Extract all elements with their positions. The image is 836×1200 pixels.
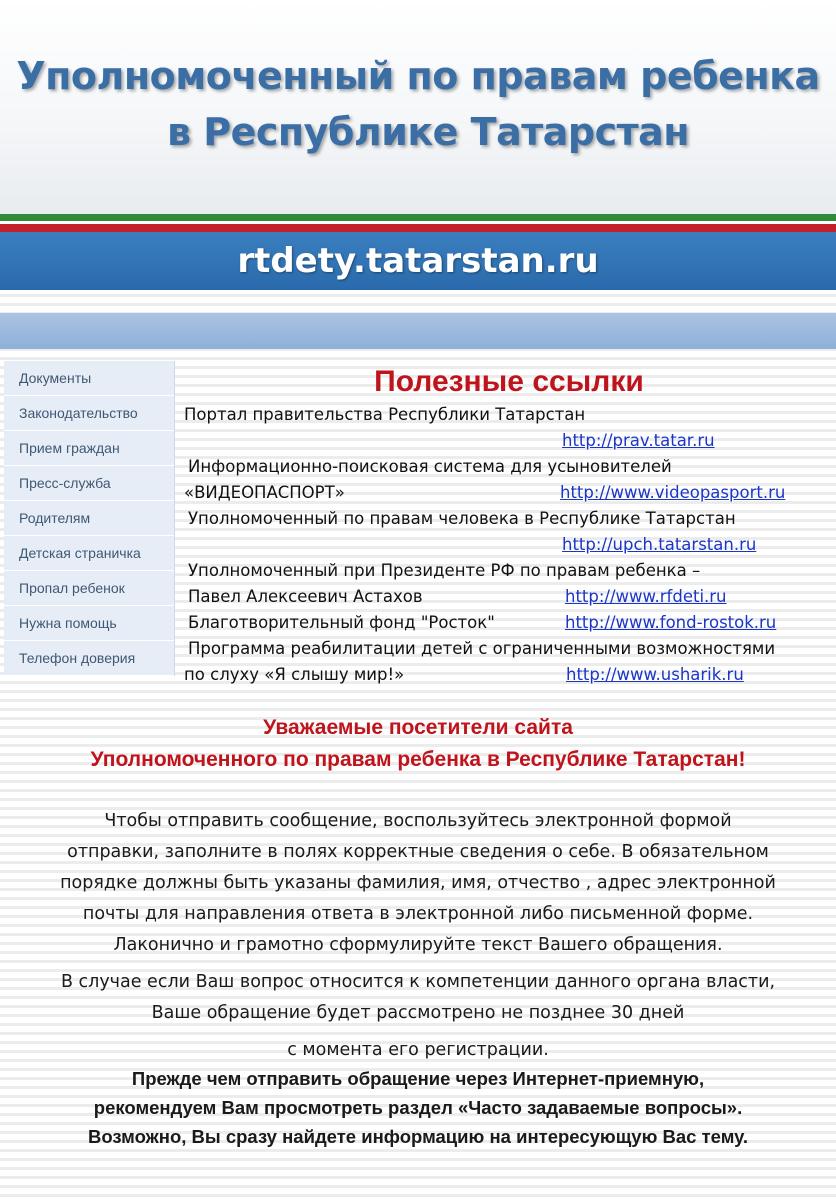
red-stripe: [0, 224, 836, 232]
title-line-1: Уполномоченный по правам ребенка: [16, 54, 820, 98]
paragraph-line: В случае если Ваш вопрос относится к компетенции данного органа власти,: [60, 972, 776, 992]
sidebar-item-need-help[interactable]: Нужна помощь: [4, 606, 174, 641]
section-title: Полезные ссылки: [374, 365, 644, 398]
title-line-2: в Республике Татарстан: [166, 110, 690, 154]
link-item: [184, 558, 824, 584]
link-description: Уполномоченный при Президенте РФ по правам ребенка –: [188, 561, 701, 580]
paragraph-line: рекомендуем Вам просмотреть раздел «Часто задаваемые вопросы».: [93, 1097, 743, 1118]
link-item: [184, 636, 824, 662]
link-item: [184, 402, 824, 428]
link-description: по слуху «Я слышу мир!»: [184, 665, 405, 684]
sidebar-item-documents[interactable]: Документы: [4, 361, 174, 396]
paragraph-line: Возможно, Вы сразу найдете информацию на интересующую Вас тему.: [88, 1126, 748, 1147]
instructions-text: [10, 806, 826, 1066]
link-url[interactable]: http://www.videopasport.ru: [560, 483, 786, 502]
site-url-banner: rtdety.tatarstan.ru: [0, 232, 836, 290]
link-url[interactable]: http://upch.tatarstan.ru: [562, 535, 757, 554]
useful-links-section: [184, 362, 824, 688]
link-description: Уполномоченный по правам человека в Республике Татарстан: [188, 509, 736, 528]
sidebar-item-missing-child[interactable]: Пропал ребенок: [4, 571, 174, 606]
link-item: [184, 662, 824, 688]
visitor-greeting: [0, 712, 836, 776]
link-description: Павел Алексеевич Астахов: [188, 587, 423, 606]
sidebar-item-legislation[interactable]: Законодательство: [4, 396, 174, 431]
link-item: [184, 428, 824, 454]
sidebar-item-reception[interactable]: Прием граждан: [4, 431, 174, 466]
sidebar-item-parents[interactable]: Родителям: [4, 501, 174, 536]
link-description: Программа реабилитации детей с ограниченными возможностями: [188, 639, 776, 658]
link-description: Портал правительства Республики Татарстан: [184, 405, 586, 424]
paragraph-line: Лаконично и грамотно сформулируйте текст Вашего обращения.: [113, 935, 723, 955]
link-description: «ВИДЕОПАСПОРТ»: [184, 483, 345, 502]
link-item: [184, 506, 824, 532]
link-item: [184, 480, 824, 506]
link-description: Благотворительный фонд "Росток": [188, 613, 495, 632]
sidebar-item-kids-page[interactable]: Детская страничка: [4, 536, 174, 571]
paragraph-line: Ваше обращение будет рассмотрено не позднее 30 дней: [151, 1003, 685, 1023]
link-url[interactable]: http://prav.tatar.ru: [562, 431, 715, 450]
paragraph-line: Чтобы отправить сообщение, воспользуйтесь электронной формой: [104, 811, 732, 831]
page-title: [0, 48, 836, 160]
nav-bar: [0, 313, 836, 349]
paragraph-line: с момента его регистрации.: [287, 1040, 549, 1060]
link-url[interactable]: http://www.fond-rostok.ru: [565, 613, 777, 632]
sidebar: [4, 361, 175, 676]
header: [0, 0, 836, 214]
link-item: [184, 584, 824, 610]
sidebar-item-hotline[interactable]: Телефон доверия: [4, 641, 174, 676]
faq-recommendation: [10, 1064, 826, 1151]
link-item: [184, 532, 824, 558]
greeting-line-1: Уважаемые посетители сайта: [263, 716, 573, 739]
sidebar-item-press[interactable]: Пресс-служба: [4, 466, 174, 501]
link-url[interactable]: http://www.usharik.ru: [566, 665, 744, 684]
paragraph-line: Прежде чем отправить обращение через Интернет-приемную,: [131, 1068, 705, 1089]
links-list: [184, 402, 824, 688]
paragraph-line: порядке должны быть указаны фамилия, имя, отчество , адрес электронной: [60, 873, 776, 893]
greeting-line-2: Уполномоченного по правам ребенка в Республике Татарстан!: [90, 748, 746, 771]
link-item: [184, 454, 824, 480]
green-stripe: [0, 214, 836, 221]
link-url[interactable]: http://www.rfdeti.ru: [565, 587, 727, 606]
paragraph-line: почты для направления ответа в электронной либо письменной форме.: [82, 904, 754, 924]
link-description: Информационно-поисковая система для усыновителей: [188, 457, 672, 476]
link-item: [184, 610, 824, 636]
paragraph-line: отправки, заполните в полях корректные сведения о себе. В обязательном: [67, 842, 769, 862]
